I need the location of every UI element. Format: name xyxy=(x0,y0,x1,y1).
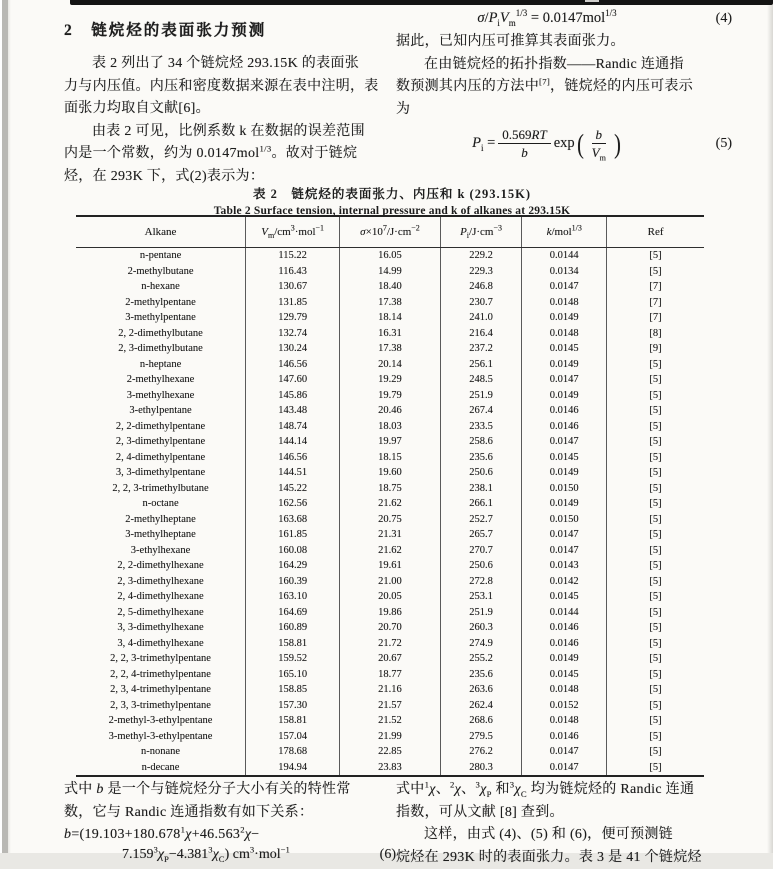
equation-5-number: (5) xyxy=(698,136,732,152)
cell-molar-volume: 131.85 xyxy=(246,295,340,311)
scan-top-bar-artifact xyxy=(70,0,773,5)
table-row xyxy=(76,512,704,528)
cell-alkane: 3-methylpentane xyxy=(76,310,246,326)
table-row xyxy=(76,419,704,435)
equation-5 xyxy=(396,127,732,160)
cell-surface-tension: 14.99 xyxy=(340,264,440,280)
cell-alkane: 2-methylhexane xyxy=(76,372,246,388)
equation-4-body: $\sigma/P_iV_m^{1/3} = 0.0147mol^{1/3}$ xyxy=(396,10,698,27)
cell-internal-pressure: 280.3 xyxy=(440,760,522,777)
cell-internal-pressure: 270.7 xyxy=(440,543,522,559)
cell-alkane: 2, 5-dimethylhexane xyxy=(76,605,246,621)
cell-k: 0.0149 xyxy=(522,496,607,512)
cell-k: 0.0150 xyxy=(522,481,607,497)
paragraph-line: 数预测其内压的方法中[7]，链烷烃的内压可表示 xyxy=(396,76,732,99)
equation-6-line2 xyxy=(64,847,396,863)
cell-alkane: 2-methylheptane xyxy=(76,512,246,528)
cell-k: 0.0144 xyxy=(522,248,607,264)
cell-surface-tension: 18.40 xyxy=(340,279,440,295)
cell-ref: [5] xyxy=(607,558,704,574)
table-row xyxy=(76,543,704,559)
cell-alkane: 2, 3-dimethylbutane xyxy=(76,341,246,357)
cell-alkane: 2, 4-dimethylpentane xyxy=(76,450,246,466)
cell-molar-volume: 158.81 xyxy=(246,636,340,652)
table-row xyxy=(76,651,704,667)
cell-alkane: 3-ethylhexane xyxy=(76,543,246,559)
cell-ref: [9] xyxy=(607,341,704,357)
cell-surface-tension: 18.77 xyxy=(340,667,440,683)
cell-internal-pressure: 248.5 xyxy=(440,372,522,388)
table-body xyxy=(76,248,704,777)
cell-alkane: 3-methylhexane xyxy=(76,388,246,404)
fraction-denominator: $V_m$ xyxy=(588,144,610,160)
fraction-numerator: 0.569RT xyxy=(498,127,550,144)
table-row xyxy=(76,558,704,574)
cell-internal-pressure: 267.4 xyxy=(440,403,522,419)
cell-surface-tension: 17.38 xyxy=(340,295,440,311)
cell-internal-pressure: 276.2 xyxy=(440,744,522,760)
cell-k: 0.0143 xyxy=(522,558,607,574)
exp-label: exp xyxy=(554,135,575,152)
equation-5-body: $P_i$ = $\frac{0.569RT}{b}$ exp ( $\frac{b}{V_m}$ ) xyxy=(396,127,698,160)
cell-surface-tension: 21.52 xyxy=(340,713,440,729)
cell-ref: [5] xyxy=(607,512,704,528)
fraction-numerator: b xyxy=(592,127,607,144)
cell-ref: [5] xyxy=(607,620,704,636)
cell-alkane: 2, 2-dimethylhexane xyxy=(76,558,246,574)
table-row xyxy=(76,434,704,450)
cell-alkane: n-octane xyxy=(76,496,246,512)
table-row xyxy=(76,496,704,512)
cell-k: 0.0148 xyxy=(522,713,607,729)
paragraph-line: 为 xyxy=(396,99,732,122)
column-header-surface-tension: $\sigma\times 10^7/J\cdot cm^{-2}$ xyxy=(340,216,440,248)
cell-ref: [5] xyxy=(607,481,704,497)
table-title-en: Table 2 Surface tension, internal pressure and k of alkanes at 293.15K xyxy=(72,205,712,217)
cell-ref: [5] xyxy=(607,651,704,667)
cell-molar-volume: 144.14 xyxy=(246,434,340,450)
paragraph-line: 烷烃在 293K 时的表面张力。表 3 是 41 个链烷烃 xyxy=(396,847,732,869)
cell-ref: [5] xyxy=(607,729,704,745)
fraction xyxy=(498,127,550,160)
cell-internal-pressure: 256.1 xyxy=(440,357,522,373)
equation-5-lhs: $P_i$ = xyxy=(472,135,495,152)
cell-surface-tension: 21.00 xyxy=(340,574,440,590)
cell-k: 0.0148 xyxy=(522,326,607,342)
cell-alkane: 3-ethylpentane xyxy=(76,403,246,419)
cell-surface-tension: 18.15 xyxy=(340,450,440,466)
paragraph-line: 据此，已知内压可推算其表面张力。 xyxy=(396,31,732,54)
cell-internal-pressure: 246.8 xyxy=(440,279,522,295)
cell-k: 0.0149 xyxy=(522,388,607,404)
cell-ref: [5] xyxy=(607,589,704,605)
table-row xyxy=(76,481,704,497)
cell-internal-pressure: 238.1 xyxy=(440,481,522,497)
cell-ref: [5] xyxy=(607,543,704,559)
cell-molar-volume: 157.04 xyxy=(246,729,340,745)
cell-molar-volume: 163.10 xyxy=(246,589,340,605)
cell-k: 0.0152 xyxy=(522,698,607,714)
paragraph-line: 式中 b 是一个与链烷烃分子大小有关的特性常 xyxy=(64,779,396,802)
cell-surface-tension: 16.05 xyxy=(340,248,440,264)
cell-k: 0.0150 xyxy=(522,512,607,528)
cell-k: 0.0147 xyxy=(522,543,607,559)
paragraph-line: 由表 2 可见，比例系数 k 在数据的误差范围 xyxy=(64,121,396,144)
cell-internal-pressure: 241.0 xyxy=(440,310,522,326)
cell-k: 0.0145 xyxy=(522,667,607,683)
cell-k: 0.0147 xyxy=(522,279,607,295)
cell-k: 0.0146 xyxy=(522,636,607,652)
cell-alkane: n-hexane xyxy=(76,279,246,295)
cell-molar-volume: 161.85 xyxy=(246,527,340,543)
cell-molar-volume: 143.48 xyxy=(246,403,340,419)
cell-surface-tension: 19.61 xyxy=(340,558,440,574)
cell-internal-pressure: 263.6 xyxy=(440,682,522,698)
column-header-k: k/mol$^{1/3}$ xyxy=(522,216,607,248)
cell-ref: [5] xyxy=(607,574,704,590)
cell-internal-pressure: 260.3 xyxy=(440,620,522,636)
cell-surface-tension: 20.67 xyxy=(340,651,440,667)
cell-internal-pressure: 235.6 xyxy=(440,667,522,683)
cell-surface-tension: 22.85 xyxy=(340,744,440,760)
cell-k: 0.0148 xyxy=(522,682,607,698)
cell-internal-pressure: 233.5 xyxy=(440,419,522,435)
cell-ref: [5] xyxy=(607,760,704,777)
table-row xyxy=(76,279,704,295)
cell-internal-pressure: 250.6 xyxy=(440,558,522,574)
table-row xyxy=(76,310,704,326)
cell-k: 0.0142 xyxy=(522,574,607,590)
table-header xyxy=(76,216,704,248)
cell-k: 0.0149 xyxy=(522,310,607,326)
cell-alkane: 2, 3-dimethylpentane xyxy=(76,434,246,450)
cell-k: 0.0149 xyxy=(522,357,607,373)
cell-k: 0.0149 xyxy=(522,465,607,481)
cell-k: 0.0147 xyxy=(522,527,607,543)
cell-molar-volume: 157.30 xyxy=(246,698,340,714)
cell-molar-volume: 178.68 xyxy=(246,744,340,760)
cell-ref: [5] xyxy=(607,264,704,280)
cell-ref: [5] xyxy=(607,496,704,512)
cell-molar-volume: 146.56 xyxy=(246,450,340,466)
left-column-bottom xyxy=(64,779,396,863)
cell-alkane: 2, 3, 4-trimethylpentane xyxy=(76,682,246,698)
cell-internal-pressure: 229.2 xyxy=(440,248,522,264)
cell-ref: [5] xyxy=(607,605,704,621)
cell-surface-tension: 20.05 xyxy=(340,589,440,605)
fraction xyxy=(588,127,610,160)
scan-bar-notch xyxy=(585,0,599,2)
cell-molar-volume: 160.08 xyxy=(246,543,340,559)
cell-molar-volume: 163.68 xyxy=(246,512,340,528)
cell-molar-volume: 159.52 xyxy=(246,651,340,667)
table-row xyxy=(76,403,704,419)
cell-k: 0.0147 xyxy=(522,744,607,760)
fraction-denominator: b xyxy=(517,144,532,160)
paragraph-line: 内是一个常数，约为 0.0147mol$^{1/3}$。故对于链烷 xyxy=(64,143,396,166)
cell-surface-tension: 21.62 xyxy=(340,496,440,512)
paragraph-line: 指数，可从文献 [8] 查到。 xyxy=(396,802,732,825)
cell-molar-volume: 132.74 xyxy=(246,326,340,342)
alkane-data-table xyxy=(76,215,704,777)
paragraph-line: 烃，在 293K 下，式(2)表示为： xyxy=(64,166,396,189)
cell-internal-pressure: 216.4 xyxy=(440,326,522,342)
section-heading: 2 链烷烃的表面张力预测 xyxy=(64,18,396,40)
cell-k: 0.0146 xyxy=(522,620,607,636)
cell-internal-pressure: 265.7 xyxy=(440,527,522,543)
cell-ref: [5] xyxy=(607,450,704,466)
cell-molar-volume: 146.56 xyxy=(246,357,340,373)
cell-molar-volume: 160.89 xyxy=(246,620,340,636)
cell-k: 0.0147 xyxy=(522,372,607,388)
cell-alkane: 3-methylheptane xyxy=(76,527,246,543)
cell-k: 0.0146 xyxy=(522,419,607,435)
cell-ref: [8] xyxy=(607,326,704,342)
cell-surface-tension: 19.60 xyxy=(340,465,440,481)
cell-molar-volume: 144.51 xyxy=(246,465,340,481)
cell-surface-tension: 18.75 xyxy=(340,481,440,497)
cell-alkane: 2, 3-dimethylhexane xyxy=(76,574,246,590)
cell-internal-pressure: 229.3 xyxy=(440,264,522,280)
cell-alkane: 2, 2, 4-trimethylpentane xyxy=(76,667,246,683)
cell-ref: [5] xyxy=(607,636,704,652)
cell-ref: [7] xyxy=(607,295,704,311)
cell-k: 0.0144 xyxy=(522,605,607,621)
paragraph-line: 力与内压值。内压和密度数据来源在表中注明，表 xyxy=(64,76,396,99)
cell-molar-volume: 115.22 xyxy=(246,248,340,264)
cell-surface-tension: 23.83 xyxy=(340,760,440,777)
cell-k: 0.0145 xyxy=(522,341,607,357)
table-row xyxy=(76,264,704,280)
table-row xyxy=(76,713,704,729)
cell-molar-volume: 158.81 xyxy=(246,713,340,729)
cell-surface-tension: 21.57 xyxy=(340,698,440,714)
table-row xyxy=(76,326,704,342)
cell-ref: [5] xyxy=(607,372,704,388)
paragraph-line: 表 2 列出了 34 个链烷烃 293.15K 的表面张 xyxy=(64,53,396,76)
cell-surface-tension: 21.72 xyxy=(340,636,440,652)
table-row xyxy=(76,605,704,621)
table-row xyxy=(76,372,704,388)
cell-alkane: 3, 4-dimethylhexane xyxy=(76,636,246,652)
cell-surface-tension: 20.75 xyxy=(340,512,440,528)
table-row xyxy=(76,574,704,590)
paragraph-line: 这样，由式 (4)、(5) 和 (6)，便可预测链 xyxy=(396,824,732,847)
cell-internal-pressure: 251.9 xyxy=(440,605,522,621)
cell-internal-pressure: 250.6 xyxy=(440,465,522,481)
cell-surface-tension: 21.16 xyxy=(340,682,440,698)
cell-molar-volume: 116.43 xyxy=(246,264,340,280)
cell-k: 0.0147 xyxy=(522,760,607,777)
cell-internal-pressure: 251.9 xyxy=(440,388,522,404)
table-row xyxy=(76,760,704,777)
right-column-top xyxy=(396,10,732,160)
cell-k: 0.0134 xyxy=(522,264,607,280)
table-title-block xyxy=(72,184,712,217)
cell-surface-tension: 19.79 xyxy=(340,388,440,404)
cell-molar-volume: 160.39 xyxy=(246,574,340,590)
cell-ref: [5] xyxy=(607,667,704,683)
cell-surface-tension: 21.31 xyxy=(340,527,440,543)
cell-ref: [5] xyxy=(607,682,704,698)
cell-internal-pressure: 252.7 xyxy=(440,512,522,528)
cell-alkane: 2-methylbutane xyxy=(76,264,246,280)
cell-k: 0.0145 xyxy=(522,589,607,605)
table-row xyxy=(76,667,704,683)
scan-right-edge-artifact xyxy=(767,0,773,853)
cell-ref: [5] xyxy=(607,434,704,450)
cell-surface-tension: 16.31 xyxy=(340,326,440,342)
equation-6-number: (6) xyxy=(290,847,396,863)
table-row xyxy=(76,357,704,373)
cell-surface-tension: 21.99 xyxy=(340,729,440,745)
cell-alkane: n-pentane xyxy=(76,248,246,264)
cell-ref: [5] xyxy=(607,419,704,435)
cell-internal-pressure: 266.1 xyxy=(440,496,522,512)
cell-k: 0.0149 xyxy=(522,651,607,667)
equation-4 xyxy=(396,10,732,27)
cell-surface-tension: 19.29 xyxy=(340,372,440,388)
cell-molar-volume: 158.85 xyxy=(246,682,340,698)
cell-alkane: 2, 2, 3-trimethylpentane xyxy=(76,651,246,667)
cell-k: 0.0147 xyxy=(522,434,607,450)
cell-alkane: 3, 3-dimethylhexane xyxy=(76,620,246,636)
table-row xyxy=(76,465,704,481)
table-row xyxy=(76,744,704,760)
table-row xyxy=(76,636,704,652)
cell-internal-pressure: 253.1 xyxy=(440,589,522,605)
cell-ref: [5] xyxy=(607,465,704,481)
cell-ref: [7] xyxy=(607,310,704,326)
cell-internal-pressure: 272.8 xyxy=(440,574,522,590)
cell-internal-pressure: 274.9 xyxy=(440,636,522,652)
cell-surface-tension: 17.38 xyxy=(340,341,440,357)
table-row xyxy=(76,589,704,605)
cell-molar-volume: 130.67 xyxy=(246,279,340,295)
cell-molar-volume: 164.69 xyxy=(246,605,340,621)
cell-molar-volume: 165.10 xyxy=(246,667,340,683)
paragraph-line: 面张力均取自文献[6]。 xyxy=(64,98,396,121)
cell-alkane: 2, 3, 3-trimethylpentane xyxy=(76,698,246,714)
paragraph-line: 数，它与 Randic 连通指数有如下关系： xyxy=(64,802,396,825)
cell-internal-pressure: 237.2 xyxy=(440,341,522,357)
cell-surface-tension: 18.14 xyxy=(340,310,440,326)
cell-alkane: 2, 2, 3-trimethylbutane xyxy=(76,481,246,497)
column-header-ref: Ref xyxy=(607,216,704,248)
left-column-top xyxy=(64,18,396,188)
table-header-row xyxy=(76,216,704,248)
cell-surface-tension: 19.97 xyxy=(340,434,440,450)
cell-molar-volume: 162.56 xyxy=(246,496,340,512)
cell-molar-volume: 129.79 xyxy=(246,310,340,326)
cell-ref: [5] xyxy=(607,403,704,419)
cell-internal-pressure: 279.5 xyxy=(440,729,522,745)
cell-molar-volume: 145.86 xyxy=(246,388,340,404)
table-row xyxy=(76,620,704,636)
table-row xyxy=(76,388,704,404)
cell-molar-volume: 148.74 xyxy=(246,419,340,435)
table-row xyxy=(76,450,704,466)
cell-molar-volume: 147.60 xyxy=(246,372,340,388)
cell-ref: [5] xyxy=(607,744,704,760)
paragraph-line: 式中$^1$χ、$^2$χ、$^3\chi_P$ 和$^3\chi_C$ 均为链烷烃的 Randic 连通 xyxy=(396,779,732,802)
table-row xyxy=(76,682,704,698)
column-header-internal-pressure: $P_i/J\cdot cm^{-3}$ xyxy=(440,216,522,248)
table-row xyxy=(76,527,704,543)
cell-molar-volume: 130.24 xyxy=(246,341,340,357)
column-header-molar-volume: $V_m/cm^3\cdot mol^{-1}$ xyxy=(246,216,340,248)
table-row xyxy=(76,295,704,311)
cell-k: 0.0148 xyxy=(522,295,607,311)
cell-alkane: n-heptane xyxy=(76,357,246,373)
cell-alkane: n-decane xyxy=(76,760,246,777)
cell-ref: [5] xyxy=(607,388,704,404)
cell-molar-volume: 164.29 xyxy=(246,558,340,574)
cell-internal-pressure: 255.2 xyxy=(440,651,522,667)
cell-internal-pressure: 235.6 xyxy=(440,450,522,466)
right-column-bottom xyxy=(396,779,732,869)
cell-ref: [5] xyxy=(607,698,704,714)
cell-ref: [7] xyxy=(607,279,704,295)
cell-alkane: 2, 4-dimethylhexane xyxy=(76,589,246,605)
cell-molar-volume: 145.22 xyxy=(246,481,340,497)
cell-alkane: 2, 2-dimethylpentane xyxy=(76,419,246,435)
cell-ref: [5] xyxy=(607,248,704,264)
equation-6-line2-body: $7.159^3\chi_P-4.381^3\chi_C$) $cm^3\cdot mol^{-1}$ xyxy=(64,847,290,863)
table-title-zh: 表 2 链烷烃的表面张力、内压和 k (293.15K) xyxy=(72,184,712,202)
cell-surface-tension: 21.62 xyxy=(340,543,440,559)
cell-alkane: 2-methylpentane xyxy=(76,295,246,311)
cell-alkane: 2-methyl-3-ethylpentane xyxy=(76,713,246,729)
cell-alkane: 3, 3-dimethylpentane xyxy=(76,465,246,481)
cell-internal-pressure: 230.7 xyxy=(440,295,522,311)
table-row xyxy=(76,341,704,357)
cell-surface-tension: 18.03 xyxy=(340,419,440,435)
cell-k: 0.0146 xyxy=(522,729,607,745)
cell-internal-pressure: 258.6 xyxy=(440,434,522,450)
cell-surface-tension: 19.86 xyxy=(340,605,440,621)
cell-surface-tension: 20.46 xyxy=(340,403,440,419)
cell-alkane: 2, 2-dimethylbutane xyxy=(76,326,246,342)
cell-internal-pressure: 262.4 xyxy=(440,698,522,714)
cell-k: 0.0146 xyxy=(522,403,607,419)
cell-internal-pressure: 268.6 xyxy=(440,713,522,729)
cell-alkane: n-nonane xyxy=(76,744,246,760)
table-row xyxy=(76,248,704,264)
table-row xyxy=(76,729,704,745)
table-row xyxy=(76,698,704,714)
column-header-alkane: Alkane xyxy=(76,216,246,248)
cell-k: 0.0145 xyxy=(522,450,607,466)
scan-left-edge-artifact xyxy=(0,0,11,853)
cell-ref: [5] xyxy=(607,713,704,729)
cell-molar-volume: 194.94 xyxy=(246,760,340,777)
equation-4-number: (4) xyxy=(698,11,732,27)
cell-ref: [5] xyxy=(607,527,704,543)
cell-surface-tension: 20.70 xyxy=(340,620,440,636)
equation-6-line1: $b=(19.103+180.678^1\chi+46.563^2\chi-$ xyxy=(64,824,396,847)
cell-surface-tension: 20.14 xyxy=(340,357,440,373)
paragraph-line: 在由链烷烃的拓扑指数——Randic 连通指 xyxy=(396,54,732,77)
cell-alkane: 3-methyl-3-ethylpentane xyxy=(76,729,246,745)
cell-ref: [5] xyxy=(607,357,704,373)
